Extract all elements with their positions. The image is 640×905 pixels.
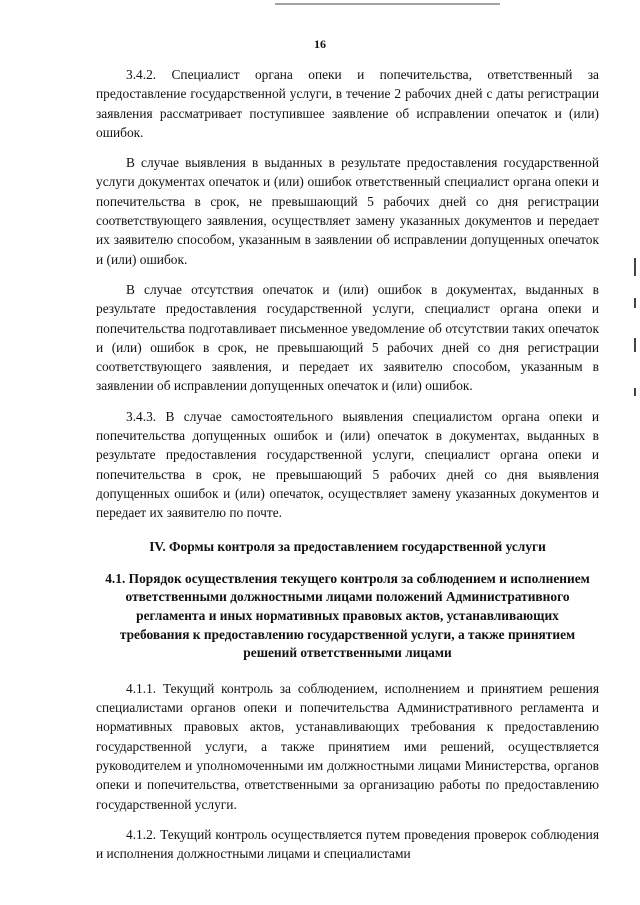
paragraph-4-1-1: 4.1.1. Текущий контроль за соблюдением, исполнением и принятием решения специалистами органов опеки и попечительства Административного регламента и нормативных правовых актов, устанавливающих требования к предоставлению государственной услуги, а также принятием ими решений, осуществляется руководителем и уполномоченными им должностными лицами Министерства, органов опеки и попечительства, ответственными за организацию работы по предоставлению государственной услуги.: [96, 680, 599, 812]
page-number: 16: [314, 37, 326, 51]
paragraph-4-1-2: 4.1.2. Текущий контроль осуществляется путем проведения проверок соблюдения и исполнения должностными лицами и специалистами: [96, 826, 599, 862]
paragraph-3-4-3: 3.4.3. В случае самостоятельного выявления специалистом органа опеки и попечительства допущенных ошибок и (или) опечаток в документах, выданных в результате предоставления государственной услуги, специалист органа опеки и попечительства в срок, не превышающий 5 рабочих дней со дня выявления допущенных ошибок и (или) опечаток, осуществляет замену указанных документов и передает их заявителю по почте.: [96, 408, 599, 521]
section-heading-iv: IV. Формы контроля за предоставлением государственной услуги: [149, 538, 546, 554]
margin-scan-marks: [634, 258, 636, 408]
paragraph-no-errors: В случае отсутствия опечаток и (или) ошибок в документах, выданных в результате предоставления государственной услуги, специалист органа опеки и попечительства подготавливает письменное уведомление об отсутствии таких опечаток и (или) ошибок в срок, не превышающий 5 рабочих дней со дня регистрации соответствующего заявления, и передает их заявителю способом, указанным в заявлении об исправлении допущенных опечаток и (или) ошибок.: [96, 281, 599, 394]
top-edge-rule: [275, 3, 500, 5]
paragraph-3-4-2: 3.4.2. Специалист органа опеки и попечительства, ответственный за предоставление государственной услуги, в течение 2 рабочих дней с даты регистрации заявления рассматривает поступившее заявление об исправлении опечаток и (или) ошибок.: [96, 67, 599, 140]
document-body: [96, 65, 599, 863]
paragraph-errors-found: В случае выявления в выданных в результате предоставления государственной услуги документах опечаток и (или) ошибок ответственный специалист органа опеки и попечительства в срок, не превышающий 5 рабочих дней со дня регистрации соответствующего заявления, осуществляет замену указанных документов и передает их заявителю способом, указанным в заявлении об исправлении допущенных опечаток и (или) ошибок.: [96, 155, 599, 267]
subsection-heading-4-1: 4.1. Порядок осуществления текущего контроля за соблюдением и исполнением ответственными должностными лицами положений Административного регламента и иных нормативных правовых актов, устанавливающих требования к предоставлению государственной услуги, а также принятием решений ответственными лицами: [105, 570, 590, 661]
